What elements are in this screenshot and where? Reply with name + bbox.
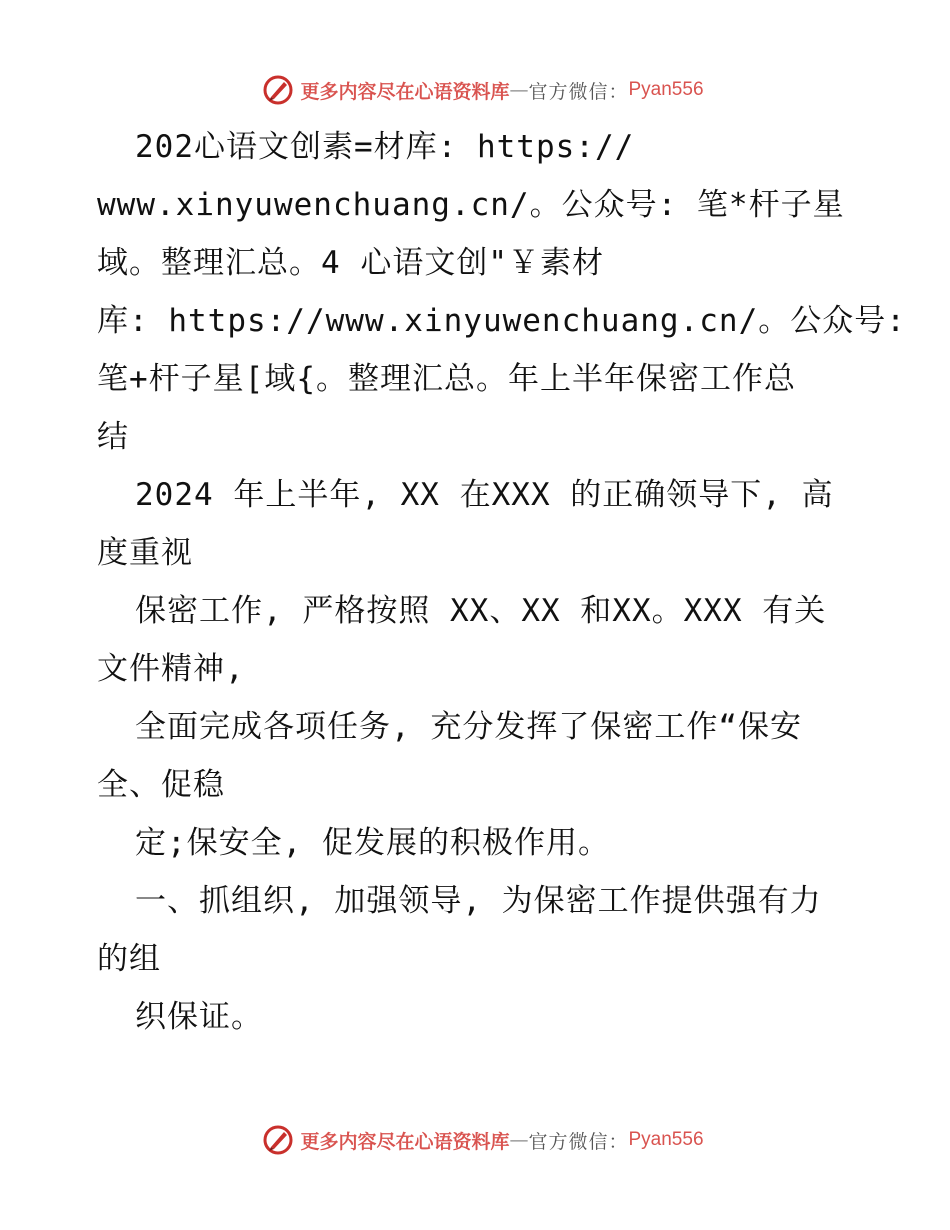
banner-official-label: 官方微信： (528, 80, 629, 103)
text-line: 定;保安全, 促发展的积极作用。 (135, 825, 610, 861)
banner-official-label: 官方微信： (528, 1130, 629, 1153)
text-line: 域。整理汇总。4 心语文创"￥素材 (97, 245, 604, 281)
document-body (97, 118, 906, 1046)
banner-title: 更多内容尽在心语资料库 (300, 80, 510, 103)
text-line: www.xinyuwenchuang.cn/。公众号: 笔*杆子星 (97, 187, 845, 223)
text-line: 全面完成各项任务, 充分发挥了保密工作“保安 (135, 709, 802, 745)
text-line: 结 (97, 419, 129, 455)
header-banner (0, 70, 950, 110)
banner-wechat-id: Pyan556 (628, 1129, 704, 1150)
footer-banner-content (262, 1124, 703, 1156)
text-line: 2024 年上半年, XX 在XXX 的正确领导下, 高 (135, 477, 834, 513)
banner-title: 更多内容尽在心语资料库 (300, 1130, 510, 1153)
text-line: 库: https://www.xinyuwenchuang.cn/。公众号: (97, 303, 906, 339)
footer-banner (0, 1120, 950, 1160)
banner-separator: — (509, 79, 529, 101)
text-line: 度重视 (97, 535, 193, 571)
text-line: 保密工作, 严格按照 XX、XX 和XX。XXX 有关 (135, 593, 827, 629)
banner-separator: — (509, 1129, 529, 1151)
text-line: 的组 (97, 941, 161, 977)
header-banner-content (262, 74, 703, 106)
text-line: 笔+杆子星[域{。整理汇总。年上半年保密工作总 (97, 361, 796, 397)
text-line: 文件精神, (97, 651, 245, 687)
quill-logo-icon (262, 1124, 294, 1156)
text-line: 一、抓组织, 加强领导, 为保密工作提供强有力 (135, 883, 822, 919)
text-line: 202心语文创素=材库: https:// (135, 129, 635, 165)
banner-wechat-id: Pyan556 (628, 79, 704, 100)
text-line: 全、促稳 (97, 767, 225, 803)
text-line: 织保证。 (135, 999, 263, 1035)
quill-logo-icon (262, 74, 294, 106)
